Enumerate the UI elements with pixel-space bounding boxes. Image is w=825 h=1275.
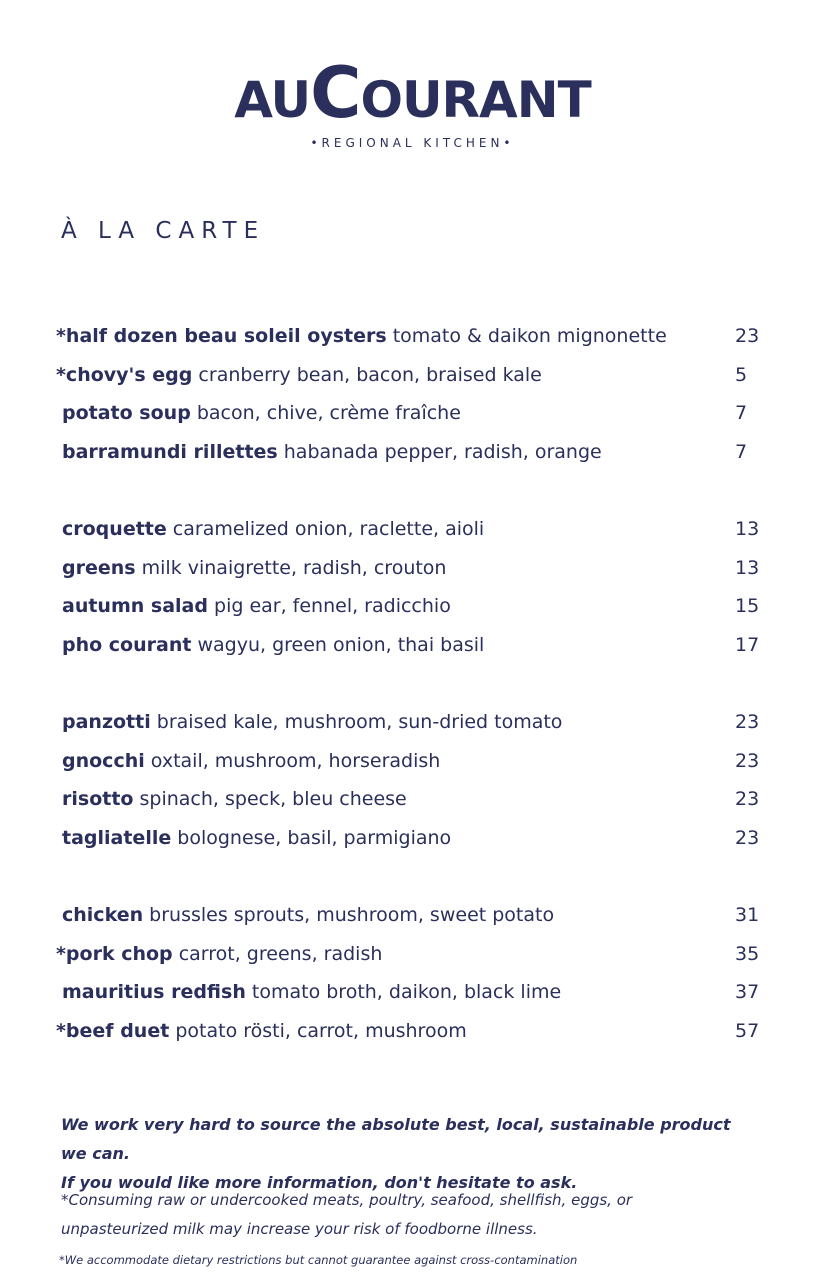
menu-item-name: *beef duet bbox=[56, 1019, 170, 1042]
menu-item bbox=[56, 433, 768, 472]
menu-item-text bbox=[62, 973, 561, 1012]
menu-item-text bbox=[62, 742, 440, 781]
menu-item-price: 5 bbox=[735, 363, 748, 386]
menu-item-price: 15 bbox=[735, 595, 760, 618]
menu-item bbox=[56, 394, 768, 433]
menu-item-description: bacon, chive, crème fraîche bbox=[190, 402, 461, 425]
menu-section-gap bbox=[56, 471, 768, 510]
menu-item-price: 13 bbox=[735, 517, 760, 540]
logo-part-au: AU bbox=[234, 71, 311, 129]
logo-part-c: C bbox=[310, 52, 361, 134]
menu-item-name: potato soup bbox=[62, 402, 191, 425]
menu-item-description: tomato & daikon mignonette bbox=[386, 325, 667, 347]
menu-item-text bbox=[62, 703, 562, 742]
menu-item-name: barramundi rillettes bbox=[62, 440, 278, 463]
sourcing-note-line-2: If you would like more information, don't hesitate to ask. bbox=[61, 1173, 578, 1192]
sourcing-note bbox=[61, 1110, 761, 1197]
menu-item bbox=[56, 626, 768, 665]
menu-item-price: 35 bbox=[735, 942, 760, 965]
menu-item-name: autumn salad bbox=[62, 595, 208, 618]
menu-item-text bbox=[56, 1012, 467, 1051]
menu-list bbox=[56, 317, 768, 1050]
menu-item-description: tomato broth, daikon, black lime bbox=[245, 981, 562, 1004]
menu-item-description: caramelized onion, raclette, aioli bbox=[166, 517, 485, 540]
menu-item-price: 17 bbox=[735, 633, 760, 656]
menu-item-text bbox=[62, 896, 554, 935]
menu-item-name: *pork chop bbox=[56, 942, 173, 965]
menu-item bbox=[56, 549, 768, 588]
raw-food-warning: *Consuming raw or undercooked meats, poultry, seafood, shellfish, eggs, or unpasteurized milk may increase your risk of foodborne illness. bbox=[61, 1191, 633, 1238]
menu-item-description: milk vinaigrette, radish, crouton bbox=[135, 556, 447, 579]
menu-item-price: 57 bbox=[735, 1019, 760, 1042]
menu-item-name: pho courant bbox=[62, 633, 192, 656]
menu-item-name: gnocchi bbox=[62, 749, 145, 772]
menu-item bbox=[56, 703, 768, 742]
menu-item-description: wagyu, green onion, thai basil bbox=[191, 633, 485, 656]
menu-item bbox=[56, 510, 768, 549]
logo-part-ourant: OURANT bbox=[360, 71, 591, 129]
menu-item bbox=[56, 896, 768, 935]
menu-item-name: croquette bbox=[62, 517, 167, 540]
menu-item-price: 23 bbox=[735, 710, 760, 733]
dietary-disclaimer: *We accommodate dietary restrictions but cannot guarantee against cross-contamination bbox=[59, 1253, 578, 1267]
menu-item bbox=[56, 356, 768, 395]
restaurant-logo bbox=[0, 52, 825, 150]
menu-item bbox=[56, 973, 768, 1012]
menu-item-name: chicken bbox=[62, 903, 144, 926]
menu-item-description: potato rösti, carrot, mushroom bbox=[169, 1019, 467, 1042]
logo-subtitle: •REGIONAL KITCHEN• bbox=[310, 136, 515, 150]
menu-item-description: spinach, speck, bleu cheese bbox=[133, 788, 407, 811]
menu-item-text bbox=[62, 549, 446, 588]
menu-section-gap bbox=[56, 664, 768, 703]
menu-item-text bbox=[56, 356, 542, 395]
menu-section-gap bbox=[56, 857, 768, 896]
menu-item bbox=[56, 935, 768, 974]
logo-wordmark bbox=[0, 52, 825, 134]
menu-item bbox=[56, 780, 768, 819]
section-title: À LA CARTE bbox=[61, 218, 266, 244]
menu-item-name: panzotti bbox=[62, 710, 151, 733]
menu-item bbox=[56, 317, 768, 356]
menu-item-text bbox=[56, 317, 667, 356]
menu-item-text bbox=[62, 394, 461, 433]
menu-item-text bbox=[62, 626, 484, 665]
menu-item-price: 37 bbox=[735, 981, 760, 1004]
menu-item bbox=[56, 742, 768, 781]
menu-item-name: greens bbox=[62, 556, 136, 579]
menu-item bbox=[56, 819, 768, 858]
menu-item-price: 23 bbox=[735, 749, 760, 772]
menu-item-description: habanada pepper, radish, orange bbox=[277, 440, 602, 463]
menu-item-description: braised kale, mushroom, sun-dried tomato bbox=[150, 710, 563, 733]
menu-item-price: 7 bbox=[735, 440, 748, 463]
menu-item-text bbox=[62, 510, 484, 549]
menu-item-price: 23 bbox=[735, 788, 760, 811]
menu-item-name: mauritius redfish bbox=[62, 981, 246, 1004]
menu-item-description: cranberry bean, bacon, braised kale bbox=[192, 363, 542, 386]
menu-item-description: bolognese, basil, parmigiano bbox=[171, 826, 452, 849]
menu-item-name: risotto bbox=[62, 788, 134, 811]
menu-item-price: 23 bbox=[735, 325, 760, 347]
menu-item-description: pig ear, fennel, radicchio bbox=[207, 595, 451, 618]
menu-item-price: 31 bbox=[735, 903, 760, 926]
menu-item-name: tagliatelle bbox=[62, 826, 172, 849]
menu-item-text bbox=[62, 587, 451, 626]
menu-item-text bbox=[56, 935, 382, 974]
menu-item-text bbox=[62, 433, 602, 472]
menu-item-price: 13 bbox=[735, 556, 760, 579]
menu-item-text bbox=[62, 819, 451, 858]
menu-item-description: brussles sprouts, mushroom, sweet potato bbox=[143, 903, 555, 926]
menu-item-description: carrot, greens, radish bbox=[172, 942, 383, 965]
menu-item-name: *half dozen beau soleil oysters bbox=[56, 325, 387, 347]
sourcing-note-line-1: We work very hard to source the absolute best, local, sustainable product we can. bbox=[61, 1115, 731, 1163]
menu-item-price: 7 bbox=[735, 402, 748, 425]
menu-item bbox=[56, 587, 768, 626]
menu-item-description: oxtail, mushroom, horseradish bbox=[144, 749, 441, 772]
menu-item-text bbox=[62, 780, 407, 819]
menu-item-name: *chovy's egg bbox=[56, 363, 193, 386]
menu-item bbox=[56, 1012, 768, 1051]
menu-item-price: 23 bbox=[735, 826, 760, 849]
